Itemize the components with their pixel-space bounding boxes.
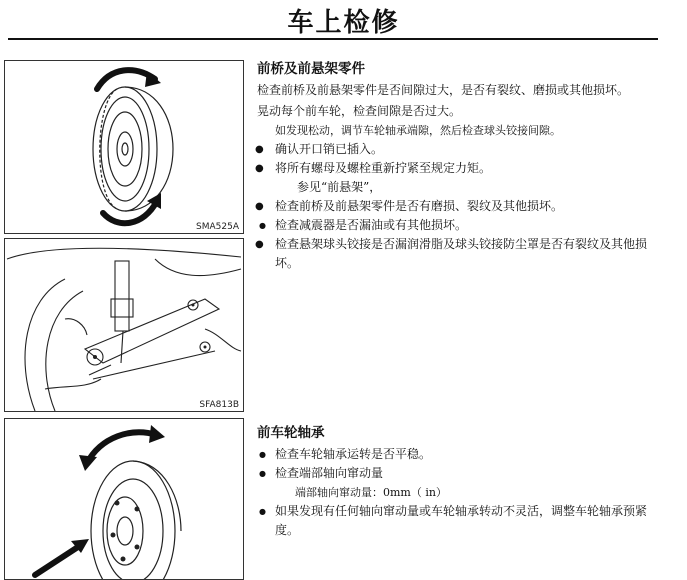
figure-label: SMA525A xyxy=(196,222,239,232)
list-item: ● 检查前桥及前悬架零件是否有磨损、裂纹及其他损坏。 xyxy=(257,197,652,216)
section-heading: 前车轮轴承 xyxy=(257,425,325,441)
figure-label: SFA813B xyxy=(199,400,239,410)
section-paragraph: 晃动每个前车轮，检查间隙是否过大。 xyxy=(257,104,462,118)
section-heading: 前桥及前悬架零件 xyxy=(257,61,365,77)
spec-value: 端部轴向窜动量：0mm（ in） xyxy=(295,486,447,499)
figure-wheel-bearing xyxy=(4,418,244,580)
wheel-play-check-icon xyxy=(5,61,243,233)
list-item: ● 如果发现有任何轴向窜动量或车轮轴承转动不灵活，调整车轮轴承预紧度。 xyxy=(257,502,652,540)
figure-wheel-check xyxy=(4,60,244,234)
figure-front-suspension xyxy=(4,238,244,412)
list-item: ● 检查车轮轴承运转是否平稳。 xyxy=(257,445,652,464)
front-suspension-assembly-icon xyxy=(5,239,243,411)
list-item: ● 检查端部轴向窜动量 xyxy=(257,464,652,483)
section-subnote: 如发现松动，调节车轮轴承端隙，然后检查球头铰接间隙。 xyxy=(275,124,561,137)
list-item: ● 检查悬架球头铰接是否漏润滑脂及球头铰接防尘罩是否有裂纹及其他损坏。 xyxy=(257,235,652,273)
section-wheel-bearing xyxy=(257,424,652,540)
section-front-axle xyxy=(257,60,652,273)
page-title: 车上检修 xyxy=(287,8,400,38)
wheel-hub-bearing-icon xyxy=(5,419,243,579)
list-item: ● 检查减震器是否漏油或有其他损坏。 xyxy=(257,216,652,235)
list-item: ● 确认开口销已插入。 xyxy=(257,140,652,159)
list-item: ● 将所有螺母及螺栓重新拧紧至规定力矩。 xyxy=(257,159,652,178)
title-rule xyxy=(8,38,658,40)
reference-note: 参见“前悬架”， xyxy=(297,180,382,194)
section-intro: 检查前桥及前悬架零件是否间隙过大，是否有裂纹、磨损或其他损坏。 xyxy=(257,83,630,97)
